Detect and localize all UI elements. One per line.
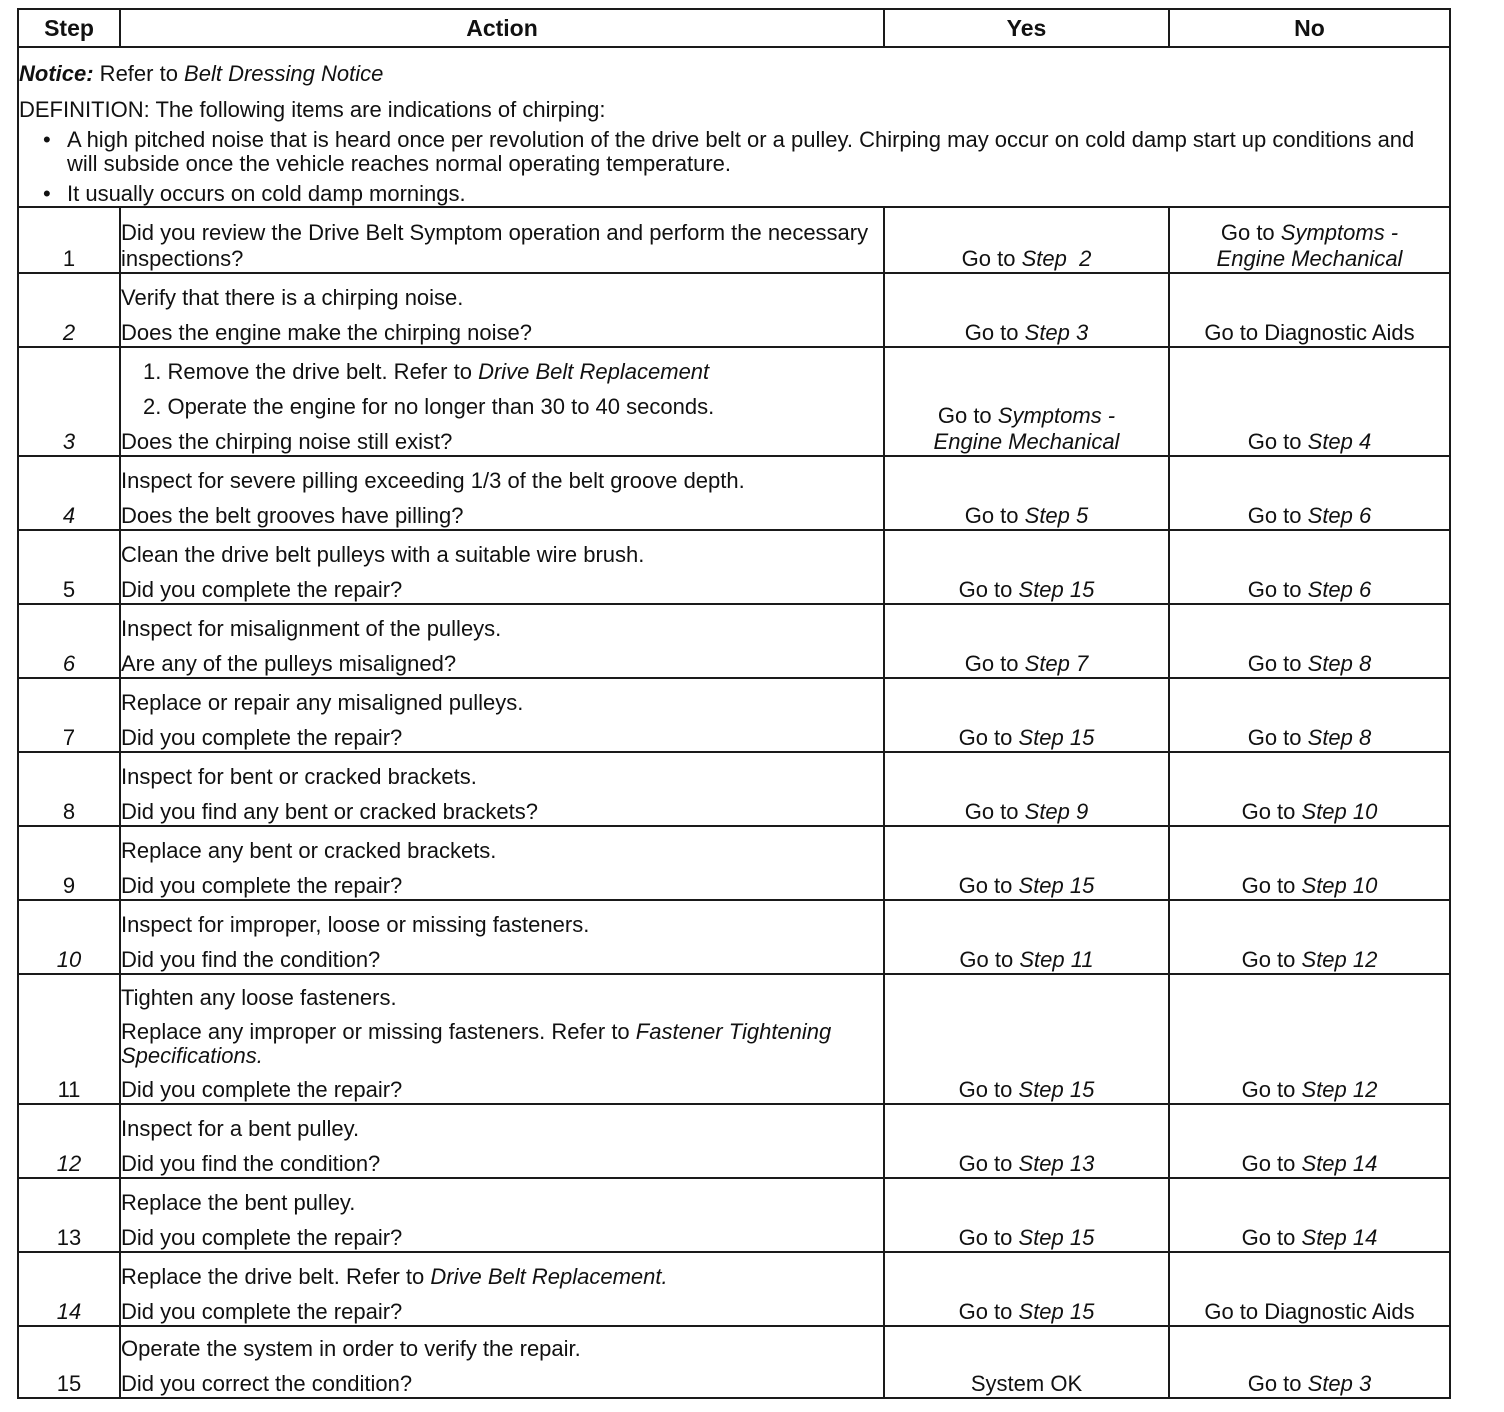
yes-step-ref: 15 [1069, 873, 1095, 898]
step-number: 11 [18, 974, 120, 1104]
action-text: Inspect for severe pilling exceeding 1/3 of the belt groove depth. [121, 468, 745, 493]
step-word: Step [1301, 947, 1347, 972]
yes-cell [884, 900, 1169, 974]
go-to-text: Go to [1241, 873, 1302, 898]
action-ref: Drive Belt Replacement. [430, 1264, 668, 1289]
notice-label: Notice: [19, 61, 94, 86]
yes-step-ref: 9 [1076, 799, 1089, 824]
action-list-item [121, 359, 883, 385]
action-text [121, 1264, 883, 1290]
diagnostic-table [17, 8, 1451, 1399]
action-cell [120, 347, 884, 456]
bullet-icon: • [43, 181, 51, 206]
step-word: Step [1307, 577, 1353, 602]
yes-step-ref: 13 [1069, 1151, 1095, 1176]
action-cell [120, 900, 884, 974]
step-word: Step [1024, 503, 1070, 528]
action-question: Did you complete the repair? [121, 1225, 403, 1250]
no-cell [1169, 207, 1450, 273]
action-cell [120, 826, 884, 900]
yes-step-ref: 7 [1076, 651, 1089, 676]
notice-line [19, 62, 1449, 86]
yes-cell [884, 604, 1169, 678]
step-word: Step [1019, 947, 1065, 972]
table-row [18, 678, 1450, 752]
yes-step-ref: 2 [1079, 246, 1092, 271]
step-word: Step [1307, 1371, 1353, 1396]
step-number: 5 [18, 530, 120, 604]
go-to-text: Go to [1241, 947, 1302, 972]
bullet-item [19, 182, 1449, 206]
action-cell [120, 974, 884, 1104]
yes-step-ref: 5 [1076, 503, 1089, 528]
step-word: Step [1018, 1225, 1064, 1250]
no-ref: Symptoms - [1280, 220, 1399, 245]
step-number: 4 [18, 456, 120, 530]
step-word: Step [1301, 873, 1347, 898]
no-cell [1169, 347, 1450, 456]
notice-text: Refer to [93, 61, 185, 86]
table-row [18, 1178, 1450, 1252]
go-to-text: Go to [964, 320, 1025, 345]
action-text: Replace the bent pulley. [121, 1190, 356, 1215]
go-to-text: Go to [1247, 651, 1308, 676]
no-cell: Go to Diagnostic Aids [1169, 273, 1450, 347]
action-question: Are any of the pulleys misaligned? [121, 651, 457, 676]
step-number: 10 [18, 900, 120, 974]
yes-ref: Engine Mechanical [933, 429, 1120, 454]
table-row [18, 900, 1450, 974]
action-cell [120, 1104, 884, 1178]
yes-cell [884, 530, 1169, 604]
go-to-text: Go to [1247, 429, 1308, 454]
go-to-text: Go to [1241, 1151, 1302, 1176]
no-cell [1169, 974, 1450, 1104]
header-action: Action [120, 9, 884, 47]
step-word: Step [1301, 799, 1347, 824]
go-to-text: Go to [959, 947, 1020, 972]
action-text [121, 1020, 883, 1068]
action-cell [120, 678, 884, 752]
header-step: Step [18, 9, 120, 47]
step-word: Step [1018, 1299, 1064, 1324]
yes-cell [884, 456, 1169, 530]
yes-cell [884, 678, 1169, 752]
action-cell [120, 456, 884, 530]
go-to-text: Go to [961, 246, 1022, 271]
no-cell: Go to Diagnostic Aids [1169, 1252, 1450, 1326]
no-step-ref: 10 [1352, 873, 1378, 898]
step-word: Step [1018, 1151, 1064, 1176]
step-word: Step [1024, 320, 1070, 345]
notice-cell [18, 47, 1450, 207]
go-to-text: Go to [1220, 220, 1281, 245]
no-step-ref: 3 [1359, 1371, 1372, 1396]
bullet-text: A high pitched noise that is heard once per revolution of the drive belt or a pulley. Chirping may occur on cold damp start up conditions and will subside once the vehicle reaches normal operating temperature. [67, 127, 1415, 176]
no-cell [1169, 604, 1450, 678]
action-text: Inspect for misalignment of the pulleys. [121, 616, 502, 641]
yes-cell [884, 1104, 1169, 1178]
step-word: Step [1018, 1077, 1064, 1102]
no-step-ref: 12 [1352, 1077, 1378, 1102]
go-to-text: Go to [1247, 1371, 1308, 1396]
action-question: Does the engine make the chirping noise? [121, 320, 532, 345]
yes-ref: Symptoms - [997, 403, 1116, 428]
no-cell [1169, 678, 1450, 752]
yes-cell [884, 752, 1169, 826]
step-word: Step [1307, 651, 1353, 676]
step-number: 2 [18, 273, 120, 347]
action-cell [120, 1326, 884, 1398]
bullet-icon: • [43, 127, 51, 152]
action-text: Verify that there is a chirping noise. [121, 285, 464, 310]
go-to-text: Go to [1241, 1225, 1302, 1250]
step-number: 3 [18, 347, 120, 456]
table-row [18, 347, 1450, 456]
no-cell [1169, 1326, 1450, 1398]
yes-step-ref: 15 [1069, 577, 1095, 602]
go-to-text: Go to [1247, 725, 1308, 750]
go-to-text: Go to [964, 651, 1025, 676]
action-question: Did you correct the condition? [121, 1371, 413, 1396]
bullet-item [19, 128, 1449, 176]
no-cell [1169, 456, 1450, 530]
table-row [18, 530, 1450, 604]
step-number: 7 [18, 678, 120, 752]
go-to-text: Go to [958, 1225, 1019, 1250]
go-to-text: Go to [1247, 577, 1308, 602]
action-text: Inspect for a bent pulley. [121, 1116, 360, 1141]
table-row [18, 826, 1450, 900]
action-text: Replace any bent or cracked brackets. [121, 838, 497, 863]
header-no: No [1169, 9, 1450, 47]
action-question: Did you find the condition? [121, 947, 381, 972]
step-number: 15 [18, 1326, 120, 1398]
go-to-text: Go to [958, 1077, 1019, 1102]
bullet-text: It usually occurs on cold damp mornings. [67, 181, 466, 206]
no-cell [1169, 1178, 1450, 1252]
action-question: Did you complete the repair? [121, 577, 403, 602]
yes-cell: System OK [884, 1326, 1169, 1398]
step-word: Step [1018, 873, 1064, 898]
no-step-ref: 6 [1359, 577, 1372, 602]
action-cell [120, 273, 884, 347]
notice-ref: Belt Dressing Notice [184, 61, 384, 86]
step-word: Step [1307, 725, 1353, 750]
step-number: 9 [18, 826, 120, 900]
action-text-part: Replace the drive belt. Refer to [121, 1264, 431, 1289]
table-row [18, 207, 1450, 273]
go-to-text: Go to [958, 873, 1019, 898]
table-row [18, 974, 1450, 1104]
step-number: 6 [18, 604, 120, 678]
step-word: Step [1018, 577, 1064, 602]
step-number: 1 [18, 207, 120, 273]
no-ref: Engine Mechanical [1216, 246, 1403, 271]
step-word: Step [1307, 503, 1353, 528]
action-question: Did you complete the repair? [121, 725, 403, 750]
no-step-ref: 12 [1352, 947, 1378, 972]
step-word: Step [1018, 725, 1064, 750]
table-row [18, 1326, 1450, 1398]
action-cell [120, 1252, 884, 1326]
step-word: Step [1021, 246, 1067, 271]
yes-cell [884, 826, 1169, 900]
no-step-ref: 14 [1352, 1225, 1378, 1250]
step-word: Step [1301, 1077, 1347, 1102]
go-to-text: Go to [958, 725, 1019, 750]
action-cell [120, 530, 884, 604]
table-row [18, 1252, 1450, 1326]
step-word: Step [1024, 651, 1070, 676]
table-row [18, 273, 1450, 347]
action-cell [120, 604, 884, 678]
yes-step-ref: 3 [1076, 320, 1089, 345]
go-to-text: Go to [958, 1299, 1019, 1324]
action-text: Clean the drive belt pulleys with a suitable wire brush. [121, 542, 645, 567]
notice-row [18, 47, 1450, 207]
go-to-text: Go to [958, 1151, 1019, 1176]
no-step-ref: 14 [1352, 1151, 1378, 1176]
action-text: Operate the system in order to verify the repair. [121, 1336, 581, 1361]
step-number: 13 [18, 1178, 120, 1252]
table-row [18, 456, 1450, 530]
action-text: Did you review the Drive Belt Symptom operation and perform the necessary inspections? [121, 220, 869, 271]
yes-cell [884, 207, 1169, 273]
no-cell [1169, 826, 1450, 900]
yes-cell [884, 974, 1169, 1104]
action-question: Did you complete the repair? [121, 1077, 403, 1102]
action-cell [120, 1178, 884, 1252]
action-cell [120, 207, 884, 273]
no-step-ref: 4 [1359, 429, 1372, 454]
action-question: Did you find any bent or cracked brackets? [121, 799, 539, 824]
header-row [18, 9, 1450, 47]
header-yes: Yes [884, 9, 1169, 47]
action-list-item: 2. Operate the engine for no longer than 30 to 40 seconds. [143, 394, 715, 419]
no-cell [1169, 530, 1450, 604]
step-word: Step [1301, 1151, 1347, 1176]
action-question: Did you complete the repair? [121, 1299, 403, 1324]
step-number: 12 [18, 1104, 120, 1178]
action-text: Tighten any loose fasteners. [121, 985, 397, 1010]
go-to-text: Go to [964, 503, 1025, 528]
yes-cell [884, 347, 1169, 456]
no-step-ref: 10 [1352, 799, 1378, 824]
action-text: Replace or repair any misaligned pulleys. [121, 690, 524, 715]
go-to-text: Go to [1241, 799, 1302, 824]
no-step-ref: 6 [1359, 503, 1372, 528]
step-word: Step [1301, 1225, 1347, 1250]
action-text: Inspect for bent or cracked brackets. [121, 764, 477, 789]
no-step-ref: 8 [1359, 651, 1372, 676]
yes-step-ref: 15 [1069, 725, 1095, 750]
action-question: Does the belt grooves have pilling? [121, 503, 464, 528]
action-ref: Fastener Tightening Specifications. [121, 1019, 832, 1068]
table-row [18, 604, 1450, 678]
table-row [18, 752, 1450, 826]
yes-step-ref: 15 [1069, 1077, 1095, 1102]
yes-step-ref: 15 [1069, 1299, 1095, 1324]
table-row [18, 1104, 1450, 1178]
no-step-ref: 8 [1359, 725, 1372, 750]
yes-cell [884, 1178, 1169, 1252]
go-to-text: Go to [958, 577, 1019, 602]
yes-step-ref: 11 [1070, 947, 1094, 972]
go-to-text: Go to [1241, 1077, 1302, 1102]
action-text: Inspect for improper, loose or missing fasteners. [121, 912, 590, 937]
action-question: Does the chirping noise still exist? [121, 429, 453, 454]
action-cell [120, 752, 884, 826]
step-number: 14 [18, 1252, 120, 1326]
yes-cell [884, 273, 1169, 347]
action-question: Did you complete the repair? [121, 873, 403, 898]
step-number: 8 [18, 752, 120, 826]
go-to-text: Go to [937, 403, 998, 428]
action-ref: Drive Belt Replacement [478, 359, 710, 384]
go-to-text: Go to [964, 799, 1025, 824]
no-cell [1169, 1104, 1450, 1178]
no-cell [1169, 752, 1450, 826]
no-cell [1169, 900, 1450, 974]
action-text-part: Replace any improper or missing fasteners. Refer to [121, 1019, 636, 1044]
step-word: Step [1307, 429, 1353, 454]
yes-step-ref: 15 [1069, 1225, 1095, 1250]
action-question: Did you find the condition? [121, 1151, 381, 1176]
action-text: 1. Remove the drive belt. Refer to [143, 359, 479, 384]
definition-text: DEFINITION: The following items are indications of chirping: [19, 97, 606, 122]
go-to-text: Go to [1247, 503, 1308, 528]
step-word: Step [1024, 799, 1070, 824]
yes-cell [884, 1252, 1169, 1326]
